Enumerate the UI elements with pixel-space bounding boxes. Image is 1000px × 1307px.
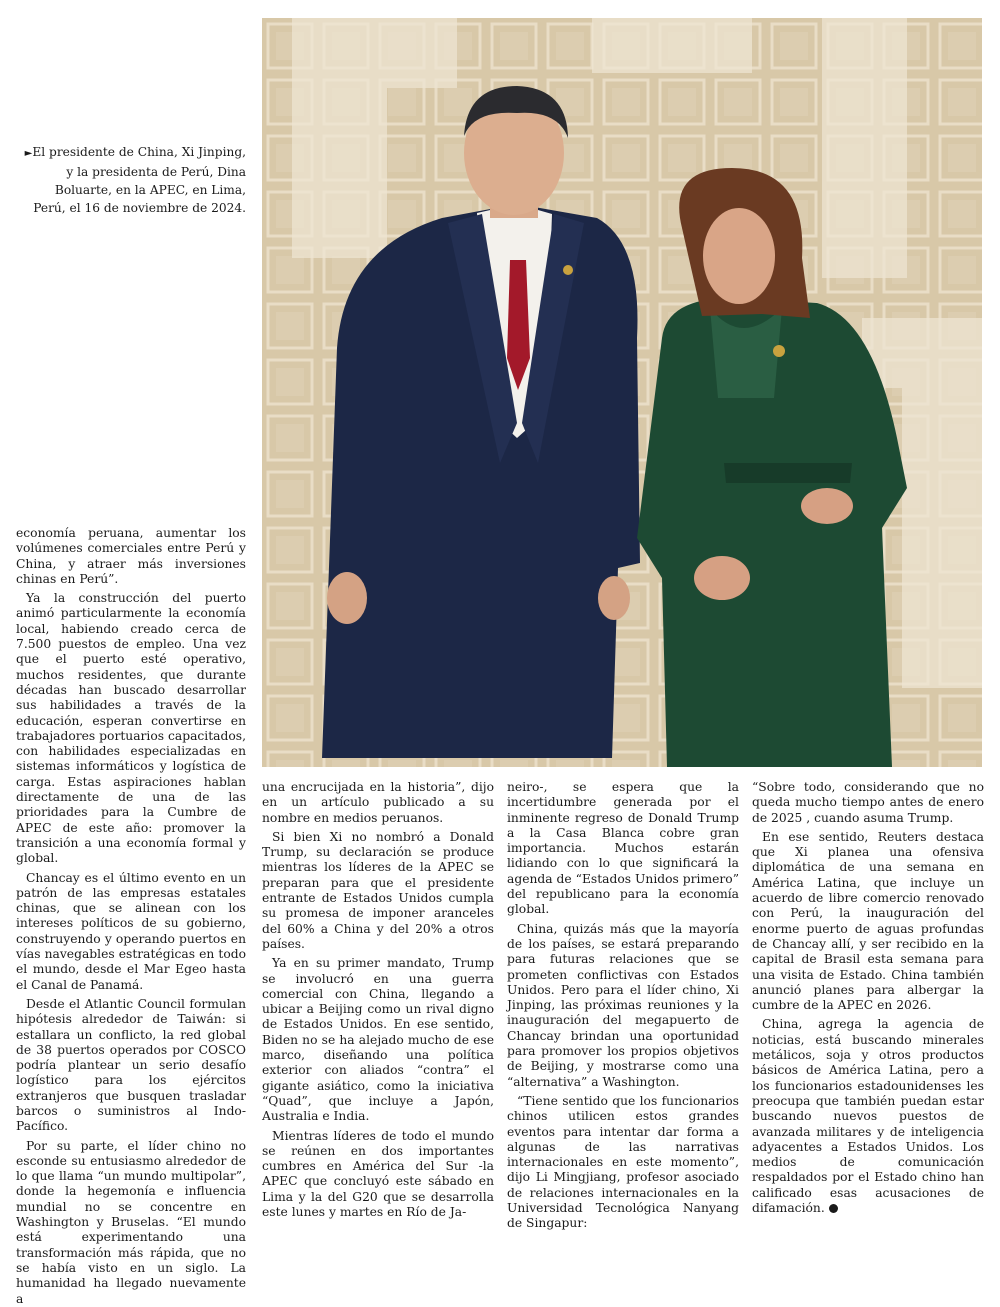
paragraph: China, quizás más que la mayoría de los países, se estará preparando para futuras relaciones que se prometen conflictivas con Estados Unidos. Pero para el líder chino, Xi Jinping, las próximas reuniones y la inauguración del megapuerto de Chancay brindan una oportunidad para promover los propios objetivos de Beijing, y mostrarse como una “alternativa” a Washington.: [507, 921, 739, 1089]
caption-arrow: ►: [24, 148, 33, 159]
paragraph: Por su parte, el líder chino no esconde su entusiasmo alrededor de lo que llama “un mundo multipolar”, donde la hegemonía e influencia mundial no se concentre en Washington y Bruselas. “El mundo está experimentando una transformación más rápida, que no se había visto en un siglo. La humanidad ha llegado nuevamente a: [16, 1138, 246, 1306]
paragraph: En ese sentido, Reuters destaca que Xi planea una ofensiva diplomática de una semana en América Latina, que incluye un acuerdo de libre comercio renovado con Perú, la inauguración del enorme puerto de aguas profundas de Chancay allí, y ser recibido en la capital de Brasil esta semana para una visita de Estado. China también anunció planes para albergar la cumbre de la APEC en 2026.: [752, 829, 984, 1013]
article-photo: [262, 18, 982, 767]
paragraph: Mientras líderes de todo el mundo se reúnen en dos importantes cumbres en América del Sur -la APEC que concluyó este sábado en Lima y la del G20 que se desarrolla este lunes y martes en Río de Ja-: [262, 1128, 494, 1220]
paragraph: Chancay es el último evento en un patrón de las empresas estatales chinas, que se alinean con los intereses políticos de su gobierno, construyendo y operando puertos en vías navegables estratégicas en todo el mundo, desde el Mar Egeo hasta el Canal de Panamá.: [16, 870, 246, 992]
paragraph: una encrucijada en la historia”, dijo en un artículo publicado a su nombre en medios peruanos.: [262, 780, 494, 825]
article-column-4: [752, 780, 984, 1216]
paragraph: Ya la construcción del puerto animó particularmente la economía local, habiendo creado cerca de 7.500 puestos de empleo. Una vez que el puerto esté operativo, muchos residentes, que durante décadas han buscado desarrollar sus habilidades a través de la educación, esperan convertirse en trabajadores portuarios capacitados, con habilidades especializadas en sistemas informáticos y logística de carga. Estas aspiraciones hablan directamente de una de las prioridades para la Cumbre de APEC de este año: promover la transición a una economía formal y global.: [16, 591, 246, 866]
paragraph-final: [752, 1017, 984, 1216]
paragraph: Ya en su primer mandato, Trump se involucró en una guerra comercial con China, llegando a ubicar a Beijing como un rival digno de Estados Unidos. En ese sentido, Biden no se ha alejado mucho de ese marco, diseñando una política exterior con aliados “contra” el gigante asiático, como la iniciativa “Quad”, que incluye a Japón, Australia e India.: [262, 956, 494, 1124]
paragraph: economía peruana, aumentar los volúmenes comerciales entre Perú y China, y atraer más inversiones chinas en Perú”.: [16, 526, 246, 586]
paragraph: neiro-, se espera que la incertidumbre generada por el inminente regreso de Donald Trump a la Casa Blanca cobre gran importancia. Muchos estarán lidiando con lo que significará la agenda de “Estados Unidos primero” del republicano para la economía global.: [507, 780, 739, 917]
paragraph: “Tiene sentido que los funcionarios chinos utilicen estos grandes eventos para intentar dar forma a algunas de las narrativas internacionales en este momento”, dijo Li Mingjiang, profesor asociado de relaciones internacionales en la Universidad Tecnológica Nanyang de Singapur:: [507, 1093, 739, 1231]
end-mark-icon: [829, 1204, 838, 1213]
article-column-2: [262, 780, 494, 1220]
caption-text: El presidente de China, Xi Jinping, y la presidenta de Perú, Dina Boluarte, en la APEC, en Lima, Perú, el 16 de noviembre de 2024.: [32, 145, 246, 215]
paragraph: Desde el Atlantic Council formulan hipótesis alrededor de Taiwán: si estallara un conflicto, la red global de 38 puertos operados por COSCO podría plantear un serio desafío logístico para los ejércitos extranjeros que busquen trasladar barcos o suministros al Indo-Pacífico.: [16, 996, 246, 1134]
paragraph: “Sobre todo, considerando que no queda mucho tiempo antes de enero de 2025 , cuando asuma Trump.: [752, 780, 984, 825]
photo-caption: [20, 143, 246, 217]
article-column-1: [16, 526, 246, 1307]
paragraph: Si bien Xi no nombró a Donald Trump, su declaración se produce mientras los líderes de la APEC se preparan para que el presidente entrante de Estados Unidos cumpla su promesa de imponer aranceles del 60% a China y del 20% a otros países.: [262, 829, 494, 951]
paragraph-text: China, agrega la agencia de noticias, está buscando minerales metálicos, soja y otros productos básicos de América Latina, pero a los funcionarios estadounidenses les preocupa que también puedan estar buscando nuevos puestos de avanzada militares y de inteligencia adyacentes a Estados Unidos. Los medios de comunicación respaldados por el Estado chino han calificado esas acusaciones de difamación.: [752, 1017, 984, 1216]
article-column-3: [507, 780, 739, 1232]
